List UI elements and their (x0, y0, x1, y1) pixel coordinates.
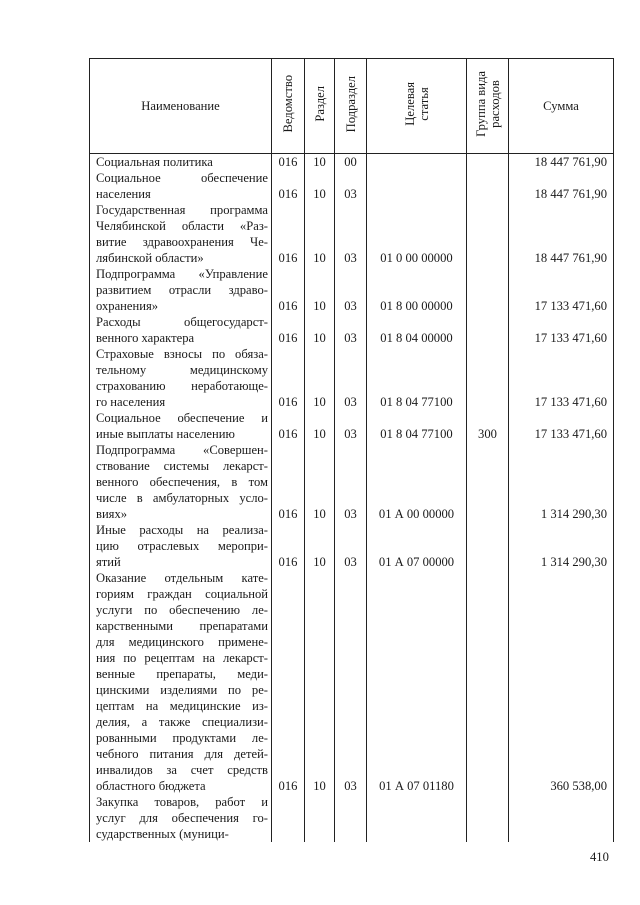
cell-name-line: ятий (96, 555, 121, 569)
header-sum-text: Сумма (543, 99, 579, 113)
cell-name (90, 410, 272, 442)
cell-sum: 1 314 290,30 (509, 442, 614, 522)
cell-vr (467, 266, 509, 314)
cell-cs (367, 170, 467, 202)
cell-ved (272, 794, 305, 842)
cell-name-line: венные препараты, меди- (96, 667, 268, 681)
cell-name-line: Закупка товаров, работ и (96, 795, 268, 809)
header-podrazdel-text: Подраздел (343, 75, 358, 133)
cell-razdel: 10 (305, 266, 335, 314)
cell-name-line: венного обеспечения, в том (96, 475, 268, 489)
header-podrazdel (335, 59, 367, 154)
cell-podrazdel: 03 (335, 314, 367, 346)
cell-vr (467, 794, 509, 842)
cell-name-line: для медицинского примене- (96, 635, 268, 649)
cell-name-line: гориям граждан социальной (96, 587, 268, 601)
cell-name (90, 154, 272, 171)
cell-vr: 300 (467, 410, 509, 442)
cell-vr (467, 314, 509, 346)
cell-podrazdel (335, 794, 367, 842)
header-name (90, 59, 272, 154)
table-row (90, 202, 614, 266)
table-row (90, 522, 614, 570)
cell-razdel (305, 794, 335, 842)
cell-cs: 01 А 00 00000 (367, 442, 467, 522)
cell-cs: 01 8 04 77100 (367, 410, 467, 442)
cell-name-line: Социальная политика (96, 155, 213, 169)
cell-ved: 016 (272, 314, 305, 346)
cell-cs: 01 0 00 00000 (367, 202, 467, 266)
table-row (90, 346, 614, 410)
cell-name (90, 570, 272, 794)
cell-cs: 01 А 07 01180 (367, 570, 467, 794)
cell-name-line: областного бюджета (96, 779, 206, 793)
table-row (90, 314, 614, 346)
cell-razdel: 10 (305, 410, 335, 442)
table-row (90, 410, 614, 442)
cell-name-line: цептам на медицинские из- (96, 699, 268, 713)
cell-ved: 016 (272, 570, 305, 794)
cell-name-line: витие здравоохранения Че- (96, 235, 268, 249)
cell-name (90, 202, 272, 266)
cell-razdel: 10 (305, 202, 335, 266)
cell-name-line: цинскими изделиями по ре- (96, 683, 268, 697)
cell-cs (367, 794, 467, 842)
cell-name-line: ния по рецептам на лекарст- (96, 651, 268, 665)
header-name-text: Наименование (141, 99, 220, 113)
header-cs-line2: статья (416, 87, 431, 121)
cell-vr (467, 522, 509, 570)
cell-sum: 1 314 290,30 (509, 522, 614, 570)
cell-podrazdel: 03 (335, 442, 367, 522)
cell-vr (467, 202, 509, 266)
cell-sum: 360 538,00 (509, 570, 614, 794)
cell-podrazdel: 03 (335, 570, 367, 794)
cell-name-line: тельному медицинскому (96, 363, 268, 377)
cell-ved: 016 (272, 410, 305, 442)
cell-name (90, 314, 272, 346)
header-ved (272, 59, 305, 154)
cell-sum: 17 133 471,60 (509, 266, 614, 314)
cell-name-line: лябинской области» (96, 251, 204, 265)
cell-podrazdel: 03 (335, 170, 367, 202)
header-cs-text (403, 82, 431, 126)
cell-vr (467, 346, 509, 410)
cell-name-line: ствование системы лекарст- (96, 459, 268, 473)
cell-podrazdel: 03 (335, 266, 367, 314)
cell-sum: 17 133 471,60 (509, 410, 614, 442)
cell-cs: 01 8 00 00000 (367, 266, 467, 314)
cell-name-line: страхованию неработающе- (96, 379, 268, 393)
cell-podrazdel: 03 (335, 346, 367, 410)
table-row (90, 570, 614, 794)
cell-name-line: Страховые взносы по обяза- (96, 347, 268, 361)
table-row (90, 794, 614, 842)
table-body (90, 154, 614, 843)
cell-name-line: Государственная программа (96, 203, 268, 217)
cell-cs: 01 А 07 00000 (367, 522, 467, 570)
header-vr-text (474, 71, 502, 137)
cell-name-line: Социальное обеспечение (96, 171, 268, 185)
cell-name-line: Иные расходы на реализа- (96, 523, 268, 537)
header-vr-line1: Группа вида (473, 71, 488, 137)
cell-vr (467, 570, 509, 794)
cell-name-line: инвалидов за счет средств (96, 763, 268, 777)
cell-name-line: иные выплаты населению (96, 427, 235, 441)
cell-name-line: услуг для обеспечения го- (96, 811, 268, 825)
cell-name (90, 442, 272, 522)
cell-cs: 01 8 04 00000 (367, 314, 467, 346)
cell-razdel: 10 (305, 346, 335, 410)
header-sum (509, 59, 614, 154)
budget-table (89, 58, 614, 842)
cell-name (90, 522, 272, 570)
cell-name-line: рованными продуктами ле- (96, 731, 268, 745)
cell-name-line: Социальное обеспечение и (96, 411, 268, 425)
page-number: 410 (590, 850, 609, 864)
cell-cs: 01 8 04 77100 (367, 346, 467, 410)
cell-sum (509, 794, 614, 842)
cell-name-line: венного характера (96, 331, 195, 345)
cell-name-line: го населения (96, 395, 166, 409)
cell-name-line: развитием отрасли здраво- (96, 283, 268, 297)
header-razdel (305, 59, 335, 154)
cell-ved: 016 (272, 202, 305, 266)
cell-sum: 17 133 471,60 (509, 314, 614, 346)
table-row (90, 266, 614, 314)
header-vr-line2: расходов (487, 80, 502, 128)
table-row (90, 154, 614, 171)
cell-name-line: цию отраслевых меропри- (96, 539, 268, 553)
cell-ved: 016 (272, 522, 305, 570)
cell-vr (467, 154, 509, 171)
cell-sum: 18 447 761,90 (509, 154, 614, 171)
cell-podrazdel: 03 (335, 522, 367, 570)
cell-razdel: 10 (305, 570, 335, 794)
cell-name-line: сударственных (муници- (96, 827, 229, 841)
table-row (90, 442, 614, 522)
cell-sum: 18 447 761,90 (509, 170, 614, 202)
cell-name-line: делия, а также специализи- (96, 715, 268, 729)
cell-name-line: охранения» (96, 299, 159, 313)
cell-name-line: Подпрограмма «Управление (96, 267, 268, 281)
cell-ved: 016 (272, 170, 305, 202)
cell-podrazdel: 03 (335, 202, 367, 266)
header-cs-line1: Целевая (402, 82, 417, 126)
cell-razdel: 10 (305, 522, 335, 570)
cell-sum: 17 133 471,60 (509, 346, 614, 410)
cell-name (90, 794, 272, 842)
cell-name-line: чебного питания для детей- (96, 747, 268, 761)
cell-name-line: карственными препаратами (96, 619, 268, 633)
cell-cs (367, 154, 467, 171)
cell-razdel: 10 (305, 314, 335, 346)
cell-razdel: 10 (305, 442, 335, 522)
cell-razdel: 10 (305, 170, 335, 202)
cell-name-line: Подпрограмма «Совершен- (96, 443, 268, 457)
cell-name (90, 266, 272, 314)
header-razdel-text: Раздел (312, 86, 327, 122)
table-row (90, 170, 614, 202)
cell-vr (467, 442, 509, 522)
header-cs (367, 59, 467, 154)
cell-name-line: услуги по обеспечению ле- (96, 603, 268, 617)
header-ved-text: Ведомство (281, 75, 295, 133)
cell-name-line: числе в амбулаторных усло- (96, 491, 268, 505)
cell-name (90, 170, 272, 202)
cell-name-line: Расходы общегосударст- (96, 315, 268, 329)
cell-ved: 016 (272, 442, 305, 522)
cell-ved: 016 (272, 266, 305, 314)
table-header (90, 59, 614, 154)
cell-sum: 18 447 761,90 (509, 202, 614, 266)
header-vr (467, 59, 509, 154)
cell-podrazdel: 03 (335, 410, 367, 442)
cell-ved: 016 (272, 346, 305, 410)
cell-name (90, 346, 272, 410)
cell-podrazdel: 00 (335, 154, 367, 171)
cell-name-line: населения (96, 187, 151, 201)
cell-name-line: Челябинской области «Раз- (96, 219, 268, 233)
cell-ved: 016 (272, 154, 305, 171)
cell-razdel: 10 (305, 154, 335, 171)
cell-name-line: Оказание отдельным кате- (96, 571, 268, 585)
cell-vr (467, 170, 509, 202)
cell-name-line: виях» (96, 507, 128, 521)
